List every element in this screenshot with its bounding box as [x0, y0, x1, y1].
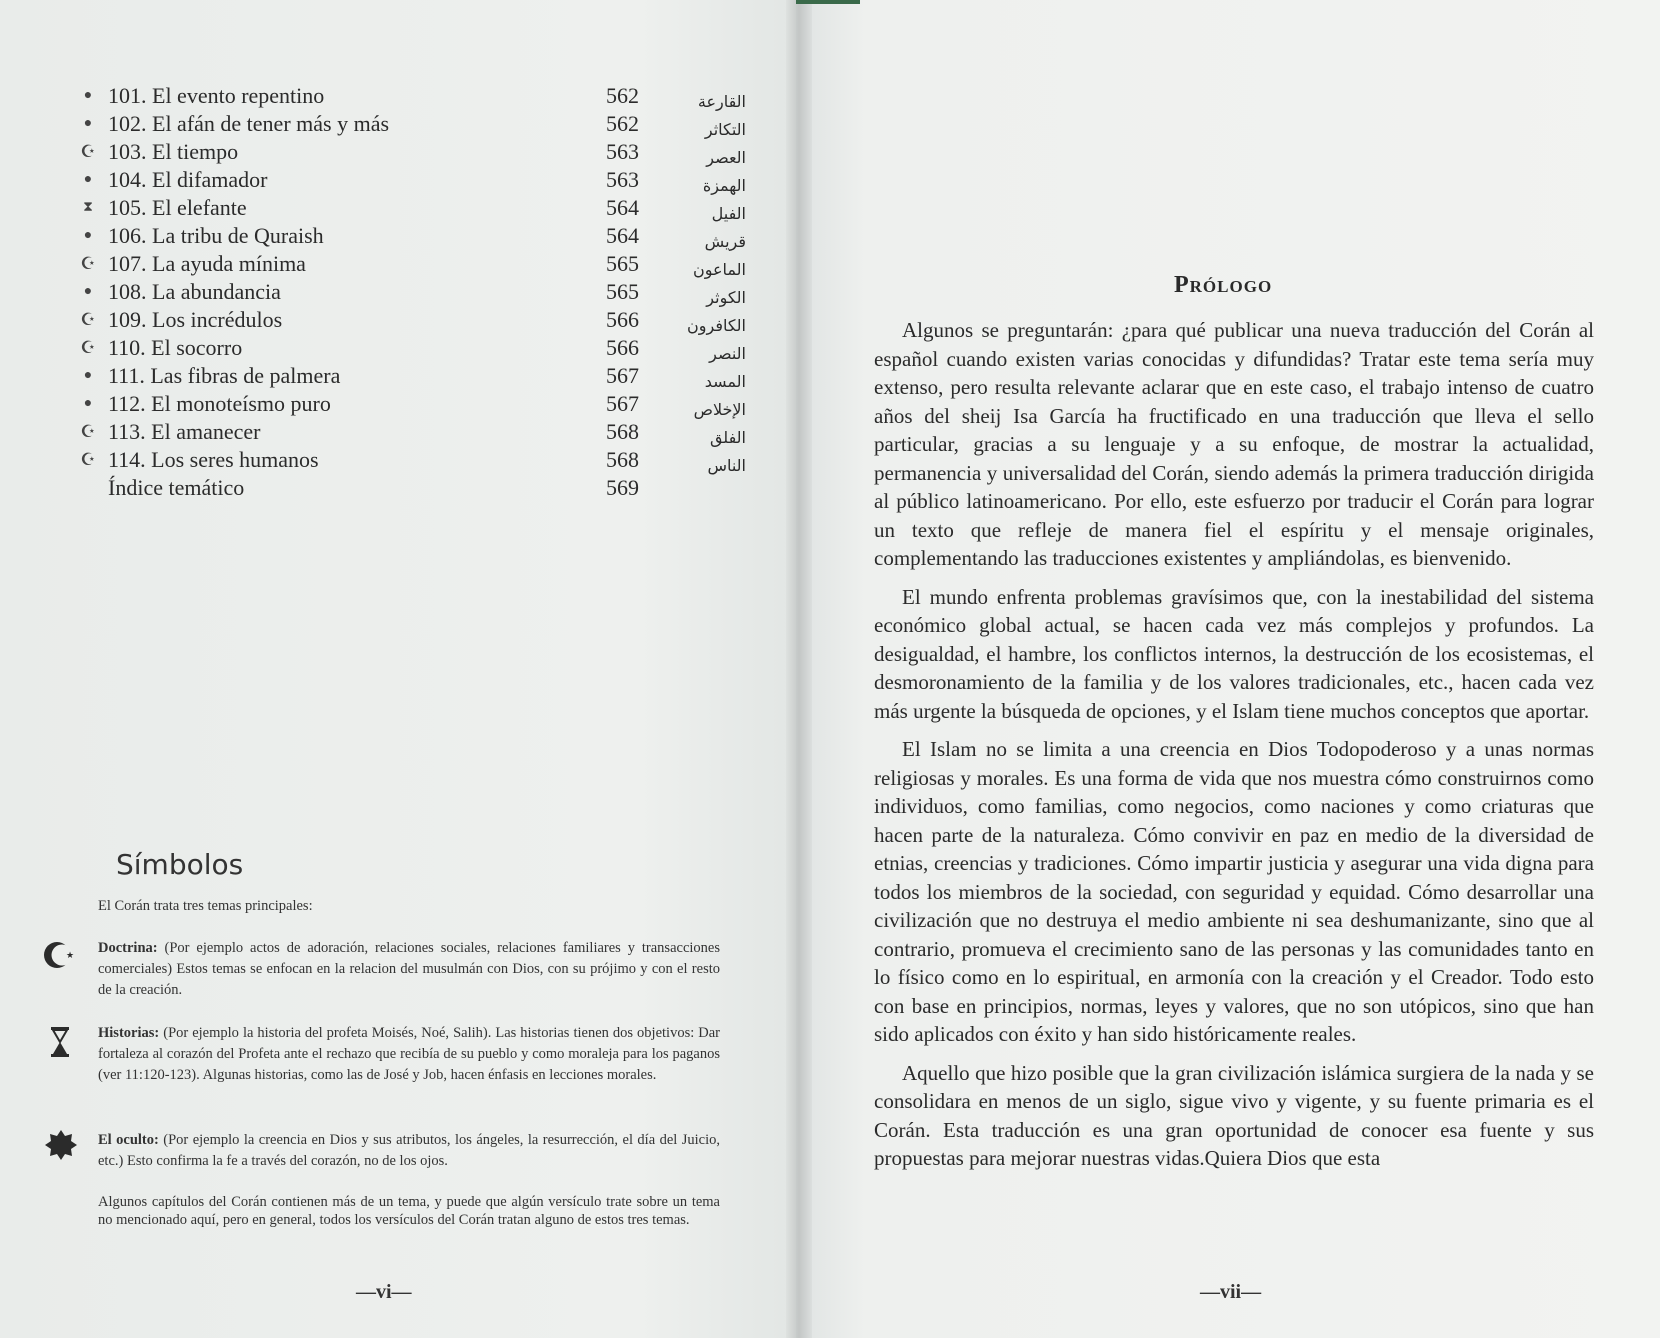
prologue-title: Prólogo [1174, 272, 1273, 298]
toc-row [78, 362, 758, 390]
bullet-icon: ● [83, 172, 93, 187]
toc-row-index [78, 474, 758, 502]
bullet-icon: ● [83, 116, 93, 131]
bullet-icon: ● [83, 228, 93, 243]
prologue-paragraph: El mundo enfrenta problemas gravísimos que, con la inestabilidad del sistema económico global actual, se hacen cada vez más complejos y profundos. La desigualdad, el hambre, los conflictos internos, la destrucción de los ecosistemas, el desmoronamiento de la familia y de los valores tradicionales, etc., hacen cada vez más urgente la búsqueda de opciones, y el Islam tiene muchos conceptos que aportar. [874, 584, 1594, 723]
toc-row [78, 138, 758, 166]
table-of-contents [78, 82, 758, 502]
prologue-paragraph: Aquello que hizo posible que la gran civilización islámica surgiera de la nada y se consolidara en menos de un siglo, sigue vivo y vigente, y su fuente primaria es el Corán. Esta traducción es una gran oportunidad de conocer esa fuente y sus propuestas para mejorar nuestras vidas.Quiera Dios que esta [874, 1060, 1594, 1170]
hourglass-icon: ⧗ [83, 200, 93, 215]
toc-arabic: الناس [707, 456, 746, 475]
toc-page: 563 [606, 139, 639, 164]
toc-arabic: العصر [706, 148, 746, 167]
toc-arabic: الهمزة [702, 176, 746, 195]
left-page [0, 0, 796, 1338]
cover-edge [796, 0, 860, 4]
toc-page: 567 [606, 391, 639, 416]
symbol-doctrina [98, 938, 720, 1001]
toc-title: 103. El tiempo [108, 139, 239, 164]
bullet-icon: ● [83, 88, 93, 103]
toc-title: 110. El socorro [108, 335, 243, 360]
toc-title: 105. El elefante [108, 195, 247, 220]
toc-title: 112. El monoteísmo puro [108, 391, 331, 416]
crescent-icon: ☪ [80, 338, 96, 357]
book-gutter [786, 0, 812, 1338]
toc-title: 106. La tribu de Quraish [108, 223, 324, 248]
symbol-oculto [98, 1130, 720, 1172]
toc-page: 563 [606, 167, 639, 192]
toc-arabic: الفلق [709, 428, 746, 447]
toc-page: 568 [606, 419, 639, 444]
prologue-body [874, 316, 1594, 1183]
toc-arabic: النصر [709, 344, 746, 363]
oculto-text: (Por ejemplo la creencia en Dios y sus atributos, los ángeles, la resurrección, el día del Juicio, etc.) Esto confirma la fe a través del corazón, no de los ojos. [98, 1132, 720, 1169]
toc-row [78, 418, 758, 446]
bullet-icon: ● [83, 284, 93, 299]
toc-arabic: الماعون [692, 260, 746, 279]
star-badge-icon [44, 1128, 78, 1162]
crescent-icon: ☪ [80, 450, 96, 469]
crescent-star-icon [42, 938, 76, 972]
toc-page: 562 [606, 111, 639, 136]
toc-page: 562 [606, 83, 639, 108]
svg-text:★: ★ [66, 951, 75, 961]
prologue-paragraph: El Islam no se limita a una creencia en Dios Todopoderoso y a unas normas religiosas y morales. Es una forma de vida que nos muestra cómo construirnos como individuos, como familias, como negocios, como naciones y como criaturas que hacen parte de la naturaleza. Cómo convivir en paz en medio de la diversidad de etnias, creencias y tradiciones. Cómo impartir justicia y asegurar una vida digna para todos los miembros de la sociedad, con seguridad y equidad. Cómo desarrollar una civilización que no destruya el medio ambiente ni sea deshumanizante, sino que al contrario, promueva el crecimiento sano de las personas y las comunidades tanto en lo físico como en lo espiritual, en armonía con la creación y el Creador. Todo esto con base en principios, normas, leyes y valores, que no son utópicos, sino que han sido aplicados con éxito y han sido históricamente reales. [874, 737, 1594, 1046]
toc-arabic: الفيل [711, 204, 746, 223]
prologue-paragraph: Algunos se preguntarán: ¿para qué publicar una nueva traducción del Corán al español cuando existen varias conocidas y difundidas? Tratar este tema sería muy extenso, pero resulta relevante aclarar que en este caso, el trabajo intenso de cuatro años del sheij Isa García ha fructificado en una traducción que lleva el sello particular, gracias a su lenguaje y a su enfoque, de mostrar la actualidad, permanencia y universalidad del Corán, siendo además la primera traducción dirigida al público latinoamericano. Por ello, este esfuerzo por traducir el Corán para lograr un texto que refleje de manera fiel el espíritu y el mensaje originales, complementando las traducciones existentes y ampliándolas, es bienvenido. [874, 318, 1594, 570]
toc-page: 569 [606, 475, 639, 500]
toc-page: 565 [606, 251, 639, 276]
historias-label: Historias: [98, 1025, 160, 1041]
toc-title: 108. La abundancia [108, 279, 281, 304]
toc-arabic: المسد [704, 372, 746, 391]
toc-page: 566 [606, 335, 639, 360]
symbols-intro: El Corán trata tres temas principales: [98, 898, 313, 914]
toc-arabic: الكوثر [706, 288, 746, 307]
toc-row [78, 166, 758, 194]
toc-arabic: التكاثر [704, 120, 746, 139]
toc-title: 113. El amanecer [108, 419, 261, 444]
toc-row [78, 250, 758, 278]
bullet-icon: ● [83, 368, 93, 383]
toc-page: 565 [606, 279, 639, 304]
toc-page: 568 [606, 447, 639, 472]
toc-arabic: قريش [704, 232, 746, 251]
toc-title: 107. La ayuda mínima [108, 251, 306, 276]
toc-page: 566 [606, 307, 639, 332]
toc-row [78, 334, 758, 362]
crescent-icon: ☪ [80, 310, 96, 329]
toc-title: 111. Las fibras de palmera [108, 363, 341, 388]
symbols-closing-note: Algunos capítulos del Corán contienen más de un tema, y puede que algún versículo trate sobre un tema no mencionado aquí, pero en general, todos los versículos del Corán tratan alguno de estos tres temas. [98, 1194, 720, 1228]
toc-row [78, 222, 758, 250]
folio-right: —vii— [1200, 1281, 1262, 1303]
toc-page: 564 [606, 223, 639, 248]
toc-row [78, 446, 758, 474]
toc-title: 101. El evento repentino [108, 83, 325, 108]
toc-arabic: الكافرون [687, 316, 746, 335]
historias-text: (Por ejemplo la historia del profeta Moisés, Noé, Salih). Las historias tienen dos objetivos: Dar fortaleza al corazón del Profeta ante el rechazo que recibía de su pueblo y como moraleja para los paganos (ver 11:120-123). Algunas historias, como las de José y Job, hacen énfasis en lecciones morales. [98, 1025, 720, 1083]
crescent-icon: ☪ [80, 142, 96, 161]
toc-page: 564 [606, 195, 639, 220]
toc-title: Índice temático [108, 475, 245, 500]
toc-arabic: القارعة [697, 92, 746, 111]
toc-row [78, 306, 758, 334]
toc-title: 104. El difamador [108, 167, 268, 192]
toc-row [78, 110, 758, 138]
doctrina-text: (Por ejemplo actos de adoración, relaciones sociales, relaciones familiares y transacciones comerciales) Estos temas se enfocan en la relacion del musulmán con Dios, con su prójimo y con el resto de la creación. [98, 940, 720, 998]
oculto-label: El oculto: [98, 1132, 159, 1148]
toc-title: 114. Los seres humanos [108, 447, 319, 472]
toc-title: 109. Los incrédulos [108, 307, 283, 332]
crescent-icon: ☪ [80, 254, 96, 273]
toc-row [78, 278, 758, 306]
symbol-historias [98, 1023, 720, 1086]
toc-row [78, 390, 758, 418]
crescent-icon: ☪ [80, 422, 96, 441]
folio-left: —vi— [356, 1281, 412, 1303]
toc-row [78, 194, 758, 222]
toc-title: 102. El afán de tener más y más [108, 111, 390, 136]
doctrina-label: Doctrina: [98, 940, 158, 956]
hourglass-icon [44, 1025, 78, 1059]
symbols-heading: Símbolos [116, 848, 244, 881]
toc-arabic: الإخلاص [693, 400, 746, 419]
toc-row [78, 82, 758, 110]
bullet-icon: ● [83, 396, 93, 411]
toc-page: 567 [606, 363, 639, 388]
